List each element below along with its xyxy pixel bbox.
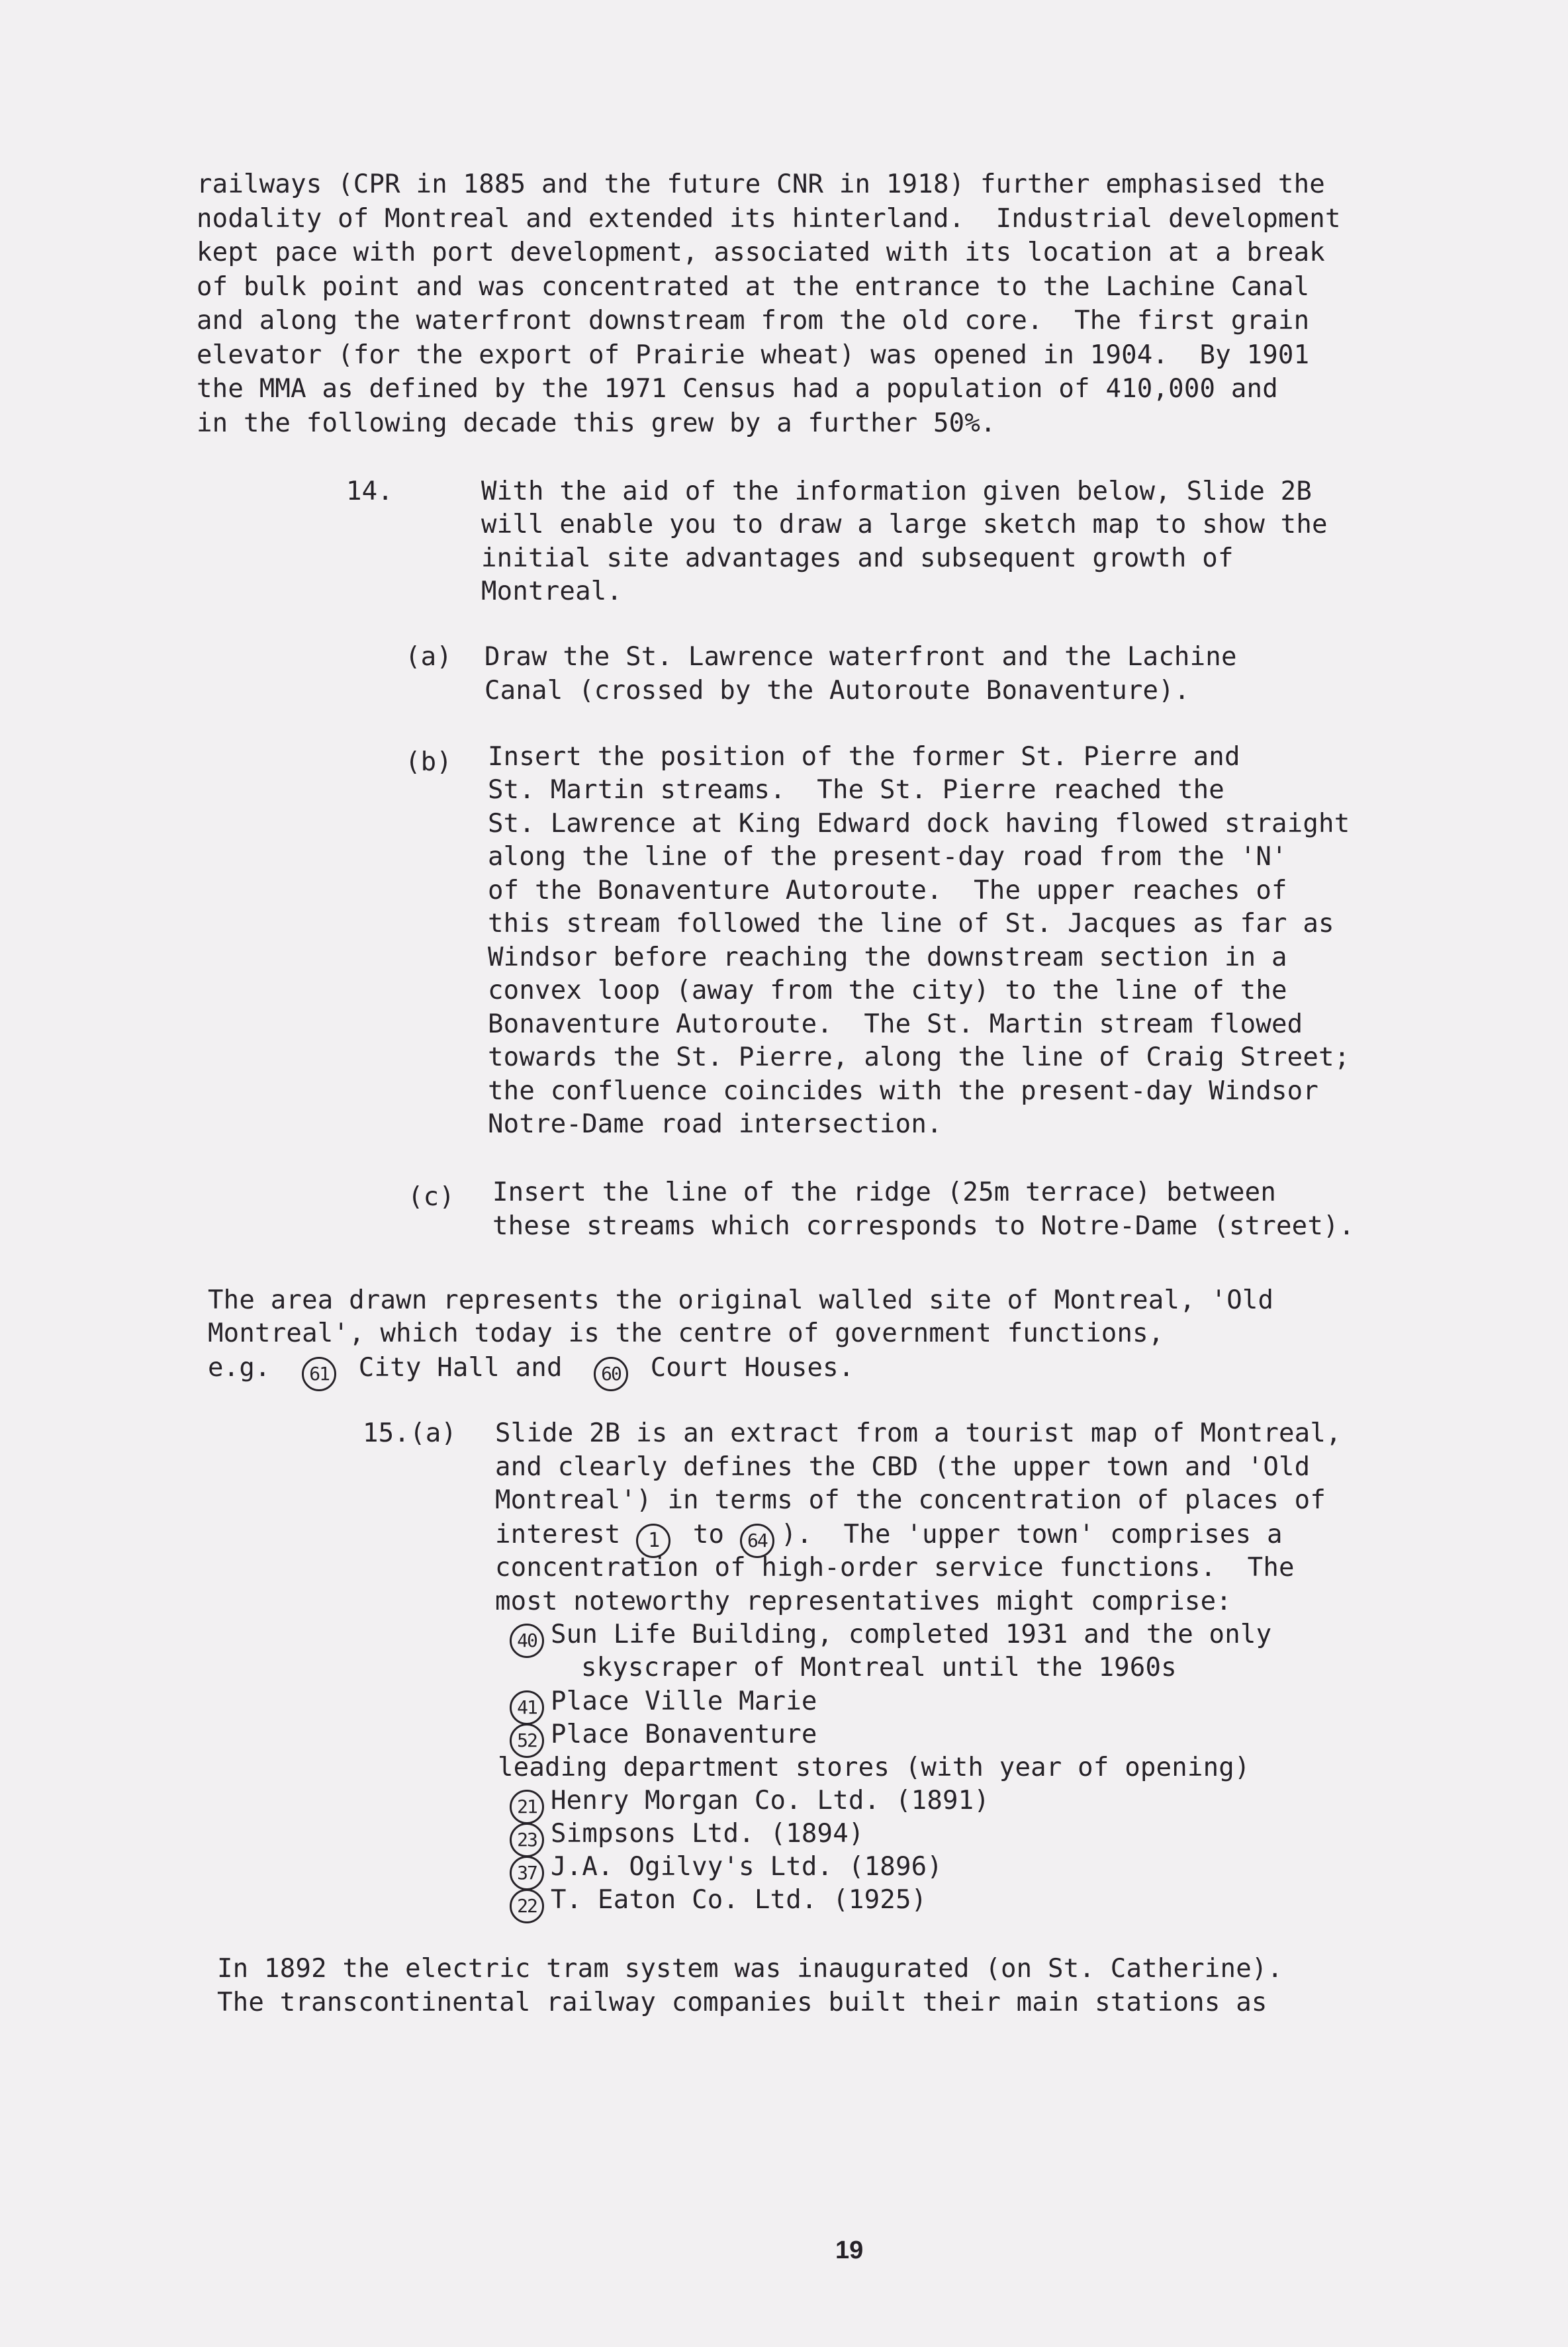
text-line: the confluence coincides with the present-day Windsor	[488, 1076, 1319, 1106]
part-label: (c)	[408, 1182, 455, 1212]
text-line: and along the waterfront downstream from the old core. The first grain	[197, 306, 1310, 336]
text-line: Montreal') in terms of the concentration of places of	[495, 1485, 1326, 1515]
map-ref-circle: 37	[510, 1856, 544, 1890]
text-line: Windsor before reaching the downstream section in a	[488, 943, 1287, 972]
map-ref-circle: 64	[740, 1524, 774, 1558]
text-line: and clearly defines the CBD (the upper town and 'Old	[495, 1452, 1311, 1482]
list-item-text: Place Ville Marie	[551, 1686, 817, 1716]
text-segment: to	[692, 1520, 725, 1549]
text-line: Notre-Dame road intersection.	[488, 1109, 943, 1139]
map-ref-circle: 23	[510, 1823, 544, 1857]
text-line: most noteworthy representatives might comprise:	[495, 1587, 1232, 1616]
text-line	[208, 1352, 854, 1391]
text-segment: Court Houses.	[650, 1353, 854, 1383]
text-line: Slide 2B is an extract from a tourist map of Montreal,	[495, 1418, 1342, 1448]
list-item-text: Place Bonaventure	[551, 1720, 817, 1749]
map-ref-circle: 40	[510, 1624, 544, 1658]
text-line: The area drawn represents the original walled site of Montreal, 'Old	[208, 1285, 1274, 1315]
text-line: this stream followed the line of St. Jacques as far as	[488, 909, 1334, 939]
list-item-text: J.A. Ogilvy's Ltd. (1896)	[551, 1852, 943, 1882]
list-item-text: Simpsons Ltd. (1894)	[551, 1819, 864, 1849]
text-line: Insert the line of the ridge (25m terrace) between	[492, 1177, 1276, 1207]
text-line: nodality of Montreal and extended its hinterland. Industrial development	[197, 204, 1341, 234]
text-segment: ). The 'upper town' comprises a	[780, 1520, 1283, 1549]
map-ref-circle: 41	[510, 1690, 544, 1725]
map-ref-circle: 61	[302, 1357, 336, 1391]
text-line: St. Martin streams. The St. Pierre reached the	[488, 775, 1224, 805]
map-ref-circle: 60	[594, 1357, 628, 1391]
text-line: in the following decade this grew by a further 50%.	[197, 408, 996, 438]
text-line: In 1892 the electric tram system was inaugurated (on St. Catherine).	[217, 1954, 1283, 1984]
text-line: Montreal', which today is the centre of government functions,	[208, 1318, 1164, 1348]
list-item-continuation: skyscraper of Montreal until the 1960s	[581, 1653, 1177, 1682]
eg-label: e.g.	[208, 1353, 271, 1383]
question-number: 14.	[346, 477, 394, 506]
list-item	[510, 1884, 927, 1923]
map-ref-circle: 1	[636, 1524, 670, 1558]
text-line: Insert the position of the former St. Pierre and	[488, 742, 1240, 772]
text-line: will enable you to draw a large sketch map to show the	[481, 510, 1328, 539]
text-line: Bonaventure Autoroute. The St. Martin stream flowed	[488, 1009, 1303, 1039]
question-number: 15.(a)	[363, 1418, 457, 1448]
text-line: kept pace with port development, associated with its location at a break	[197, 238, 1325, 267]
text-line: railways (CPR in 1885 and the future CNR in 1918) further emphasised the	[197, 169, 1325, 199]
text-line: convex loop (away from the city) to the line of the	[488, 976, 1287, 1005]
map-ref-circle: 22	[510, 1889, 544, 1923]
text-line: elevator (for the export of Prairie wheat) was opened in 1904. By 1901	[197, 340, 1310, 370]
map-ref-circle: 52	[510, 1724, 544, 1758]
text-line: the MMA as defined by the 1971 Census had a population of 410,000 and	[197, 374, 1278, 404]
map-ref-circle: 21	[510, 1790, 544, 1824]
stores-heading: leading department stores (with year of opening)	[498, 1753, 1250, 1782]
text-line: concentration of high-order service functions. The	[495, 1553, 1295, 1583]
part-label: (a)	[405, 642, 453, 672]
text-line: Montreal.	[481, 576, 623, 606]
text-line: of bulk point and was concentrated at the entrance to the Lachine Canal	[197, 272, 1310, 302]
text-line: along the line of the present-day road from the 'N'	[488, 842, 1287, 872]
text-line: With the aid of the information given below, Slide 2B	[481, 477, 1313, 506]
text-segment: City Hall and	[358, 1353, 563, 1383]
part-label: (b)	[405, 747, 453, 777]
text-line: The transcontinental railway companies built their main stations as	[217, 1988, 1268, 2017]
text-line: St. Lawrence at King Edward dock having flowed straight	[488, 809, 1350, 839]
list-item-text: Sun Life Building, completed 1931 and the only	[551, 1620, 1272, 1649]
text-line: Canal (crossed by the Autoroute Bonaventure).	[484, 676, 1190, 706]
text-line: these streams which corresponds to Notre-Dame (street).	[492, 1211, 1355, 1241]
text-line: Draw the St. Lawrence waterfront and the Lachine	[484, 642, 1237, 672]
text-line: of the Bonaventure Autoroute. The upper reaches of	[488, 876, 1287, 905]
page-number: 19	[835, 2236, 864, 2264]
text-line: towards the St. Pierre, along the line of Craig Street;	[488, 1042, 1350, 1072]
list-item-text: Henry Morgan Co. Ltd. (1891)	[551, 1786, 990, 1816]
text-segment: interest	[495, 1520, 621, 1549]
text-line: initial site advantages and subsequent growth of	[481, 543, 1234, 573]
list-item-text: T. Eaton Co. Ltd. (1925)	[551, 1885, 927, 1915]
